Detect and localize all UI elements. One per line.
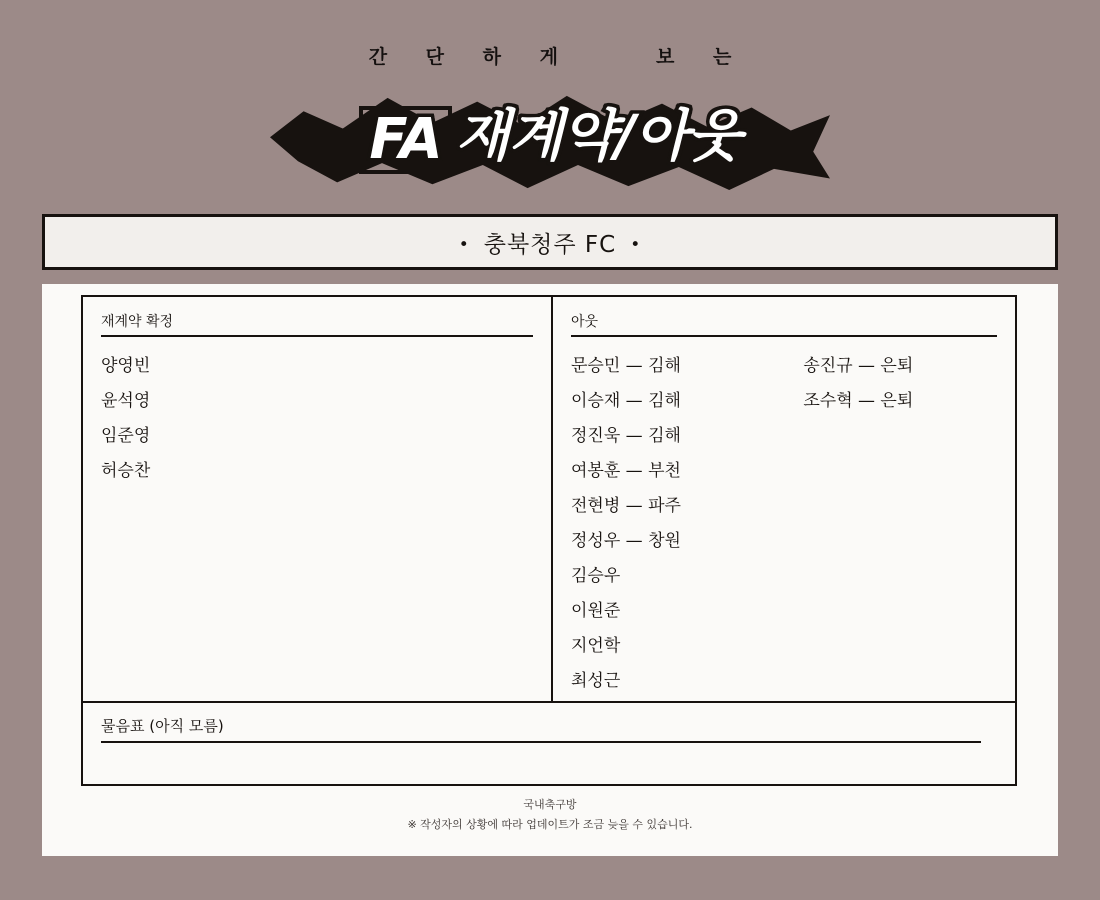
footer <box>42 796 1058 832</box>
footer-note: ※ 작성자의 상황에 따라 업데이트가 조금 늦을 수 있습니다. <box>407 818 693 831</box>
column-out <box>553 297 1015 701</box>
main-title-text: 재계약/아웃 <box>455 104 741 169</box>
columns-container <box>81 295 1017 703</box>
question-section-label: 물음표 (아직 모름) <box>101 715 981 743</box>
list-item: 전현병 — 파주 <box>571 496 681 516</box>
main-title <box>359 92 740 182</box>
out-list-secondary <box>803 349 997 699</box>
out-lists-wrap <box>571 349 997 699</box>
list-item: 윤석영 <box>101 391 151 411</box>
list-item: 김승우 <box>571 566 621 586</box>
bullet-left-icon: • <box>458 235 470 255</box>
list-item: 여봉훈 — 부천 <box>571 461 681 481</box>
list-item: 이원준 <box>571 601 621 621</box>
club-name <box>445 226 656 259</box>
main-title-wrap <box>0 92 1100 182</box>
out-list-primary <box>571 349 803 699</box>
column-heading-out: 아웃 <box>571 311 997 337</box>
list-item: 송진규 — 은퇴 <box>803 356 914 376</box>
kicker-left-text: 간 단 하 게 <box>368 46 574 68</box>
footer-brand: 국내축구방 <box>523 798 577 811</box>
list-item: 조수혁 — 은퇴 <box>803 391 914 411</box>
list-item: 정진욱 — 김해 <box>571 426 681 446</box>
column-resigned <box>83 297 553 701</box>
list-item: 허승찬 <box>101 461 151 481</box>
list-item: 정성우 — 창원 <box>571 531 681 551</box>
list-item: 양영빈 <box>101 356 151 376</box>
title-kicker <box>0 42 1100 69</box>
content-sheet <box>42 284 1058 856</box>
bullet-right-icon: • <box>630 235 642 255</box>
club-name-bar <box>42 214 1058 270</box>
title-block <box>0 0 1100 205</box>
question-section <box>81 703 1017 786</box>
list-item: 최성근 <box>571 671 621 691</box>
list-item: 임준영 <box>101 426 151 446</box>
list-item: 이승재 — 김해 <box>571 391 681 411</box>
list-item: 문승민 — 김해 <box>571 356 681 376</box>
kicker-right-text: 보 는 <box>655 46 748 68</box>
list-item: 지언학 <box>571 636 621 656</box>
fa-badge: FA <box>359 106 451 174</box>
club-name-text: 충북청주 FC <box>483 231 617 258</box>
column-heading-resigned: 재계약 확정 <box>101 311 533 337</box>
